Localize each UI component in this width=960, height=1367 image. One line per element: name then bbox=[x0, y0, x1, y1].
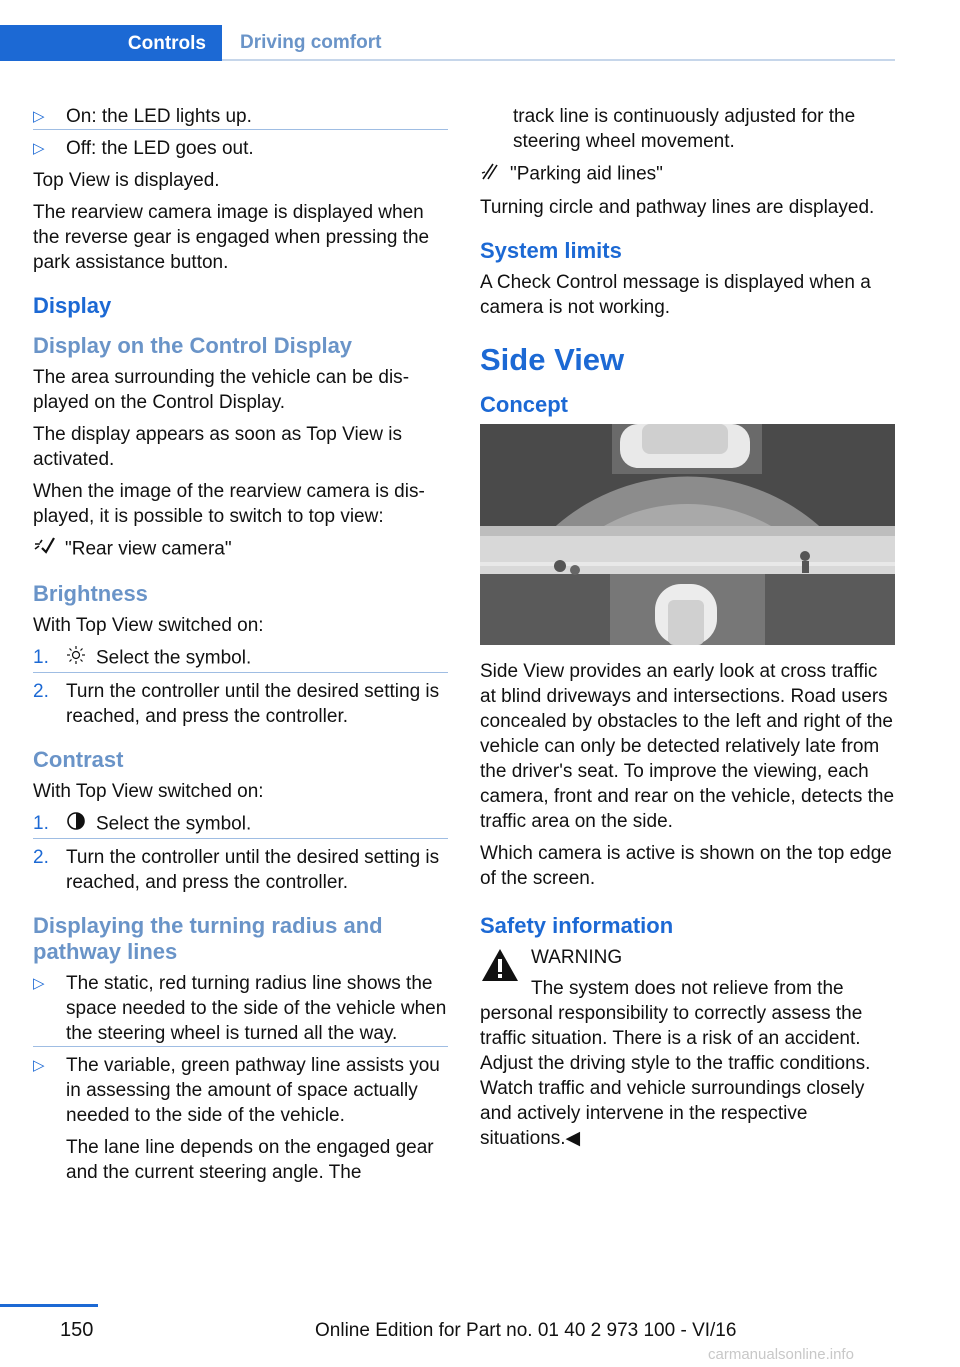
parking-aid-lines-menu-item bbox=[480, 161, 898, 188]
page-number: 150 bbox=[60, 1319, 94, 1341]
warning-title: WARNING bbox=[531, 947, 623, 968]
brightness-step-1 bbox=[33, 645, 448, 673]
bullet-led-on bbox=[33, 104, 448, 130]
triangle-bullet-icon: ▷ bbox=[33, 140, 45, 157]
step-number: 2. bbox=[33, 681, 49, 702]
bullet-text: Off: the LED goes out. bbox=[66, 138, 254, 159]
step-number: 1. bbox=[33, 647, 49, 668]
paragraph-which-camera: Which camera is active is shown on the top edge of the screen. bbox=[480, 843, 892, 889]
warning-triangle-icon bbox=[480, 947, 520, 990]
bullet-variable-line bbox=[33, 1053, 448, 1128]
heading-turning-radius: Displaying the turning radius and pathway lines bbox=[33, 913, 383, 964]
watermark: carmanualsonline.info bbox=[708, 1346, 854, 1363]
paragraph-area: The area surrounding the vehicle can be displayed on the Control Display. bbox=[33, 367, 410, 413]
triangle-bullet-icon: ▷ bbox=[33, 975, 45, 992]
step-text: Select the symbol. bbox=[96, 647, 252, 669]
section-tab-driving-comfort: Driving comfort bbox=[222, 25, 895, 61]
side-view-illustration bbox=[480, 424, 895, 645]
heading-display: Display bbox=[33, 293, 112, 318]
heading-system-limits: System limits bbox=[480, 238, 622, 263]
heading-display-control-display: Display on the Control Display bbox=[33, 333, 353, 358]
triangle-bullet-icon: ▷ bbox=[33, 108, 45, 125]
paragraph-turning-displayed: Turning circle and pathway lines are displayed. bbox=[480, 197, 875, 218]
right-column bbox=[480, 104, 898, 1151]
step-text: Turn the controller until the desired setting is reached, and press the controller. bbox=[66, 847, 440, 893]
paragraph-with-top-view-2: With Top View switched on: bbox=[33, 781, 264, 802]
bullet-led-off bbox=[33, 136, 448, 161]
section-tab-controls: Controls bbox=[0, 25, 222, 61]
heading-contrast: Contrast bbox=[33, 747, 124, 772]
bullet-text: The static, red turning radius line shows the space needed to the side of the vehicle when the steering wheel is turned all the way. bbox=[66, 973, 447, 1044]
step-text: Turn the controller until the desired setting is reached, and press the controller. bbox=[66, 681, 440, 727]
step-text: Select the symbol. bbox=[96, 813, 252, 835]
edition-text: Online Edition for Part no. 01 40 2 973 100 - VI/16 bbox=[315, 1320, 737, 1341]
contrast-step-1 bbox=[33, 811, 448, 839]
paragraph-track-line: track line is continuously adjusted for the steering wheel movement. bbox=[513, 106, 856, 152]
brightness-sun-icon bbox=[66, 645, 86, 672]
step-number: 2. bbox=[33, 847, 49, 868]
step-number: 1. bbox=[33, 813, 49, 834]
bullet-text: The variable, green pathway line assists you in assessing the amount of space actually needed to the side of the vehicle. bbox=[66, 1055, 440, 1126]
heading-concept: Concept bbox=[480, 392, 568, 417]
paragraph-with-top-view-1: With Top View switched on: bbox=[33, 615, 264, 636]
bullet-text: On: the LED lights up. bbox=[66, 106, 252, 127]
paragraph-rearview: The rearview camera image is displayed when the reverse gear is engaged when pressing the park assistance button. bbox=[33, 202, 430, 273]
bullet-static-line bbox=[33, 971, 448, 1047]
parking-aid-lines-icon bbox=[480, 161, 500, 188]
contrast-step-2 bbox=[33, 845, 448, 895]
rear-view-camera-icon bbox=[33, 536, 55, 563]
paragraph-lane-line: The lane line depends on the engaged gear and the current steering angle. The bbox=[66, 1137, 434, 1183]
warning-line1: The system does not relieve from the bbox=[531, 978, 844, 999]
paragraph-top-view-displayed: Top View is displayed. bbox=[33, 170, 220, 191]
heading-side-view: Side View bbox=[480, 342, 625, 377]
footer-rule bbox=[0, 1304, 98, 1307]
rear-view-camera-menu-item bbox=[33, 536, 448, 563]
paragraph-appears: The display appears as soon as Top View is activated. bbox=[33, 424, 402, 470]
rear-view-camera-label: "Rear view camera" bbox=[65, 538, 232, 560]
heading-safety: Safety information bbox=[480, 913, 674, 938]
heading-brightness: Brightness bbox=[33, 581, 148, 606]
paragraph-side-view: Side View provides an early look at cross traffic at blind driveways and intersections. Road users concealed by obstacles to the left and right of the vehicle can only be detected relatively late from the driver's seat. To improve the viewing, each camera, front and rear on the vehicle, detects the traffic area on the side. bbox=[480, 661, 895, 832]
paragraph-when-image: When the image of the rearview camera is displayed, it is possible to switch to top view: bbox=[33, 481, 425, 527]
parking-aid-lines-label: "Parking aid lines" bbox=[510, 163, 663, 185]
warning-text: personal responsibility to correctly assess the traffic situation. There is a risk of an accident. Adjust the driving style to the traffic conditions. Watch traffic and vehicle surroundings closely and actively intervene in the respective situations.◀ bbox=[480, 1003, 871, 1149]
triangle-bullet-icon: ▷ bbox=[33, 1057, 45, 1074]
left-column bbox=[33, 104, 448, 1192]
brightness-step-2 bbox=[33, 679, 448, 729]
warning-block bbox=[480, 945, 898, 1151]
paragraph-check-control: A Check Control message is displayed when a camera is not working. bbox=[480, 272, 871, 318]
contrast-icon bbox=[66, 811, 86, 838]
